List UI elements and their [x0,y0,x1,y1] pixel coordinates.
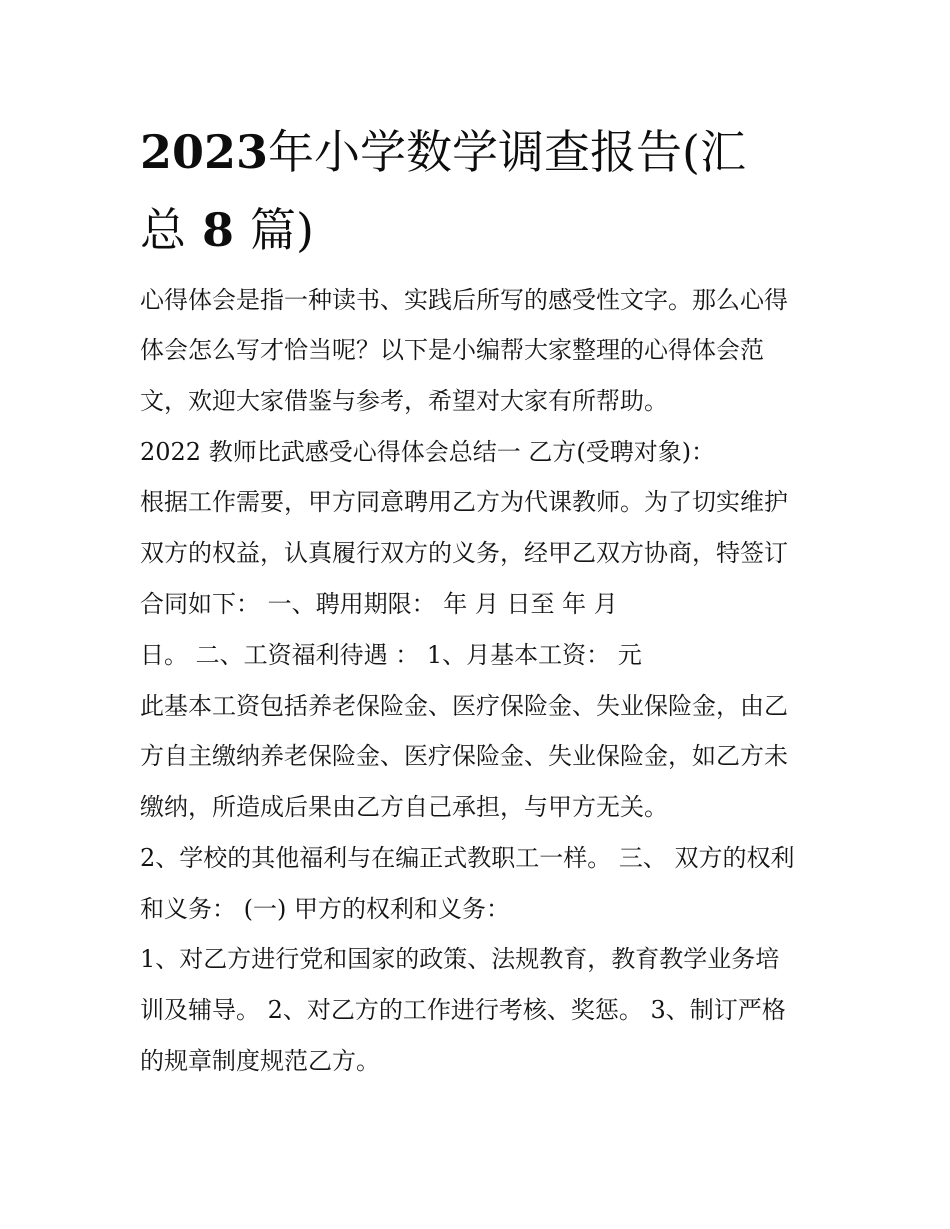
title-count: 8 [202,203,235,257]
paragraph-line: 1、对乙方进行党和国家的政策、法规教育，教育教学业务培 [140,945,780,973]
title-text-2b: 篇) [250,203,314,257]
title-line-1 [140,113,820,191]
paragraph-line: 2、学校的其他福利与在编正式教职工一样。 三、 双方的权利 [140,844,795,872]
paragraph-line: 2022 教师比武感受心得体会总结一 乙方(受聘对象)： [140,438,716,466]
paragraph-line: 训及辅导。 2、对乙方的工作进行考核、奖惩。 3、制订严格 [140,996,786,1024]
paragraph-line: 日。 二、工资福利待遇 ： 1、月基本工资： 元 [140,641,642,669]
paragraph-line: 心得体会是指一种读书、实践后所写的感受性文字。那么心得 [140,286,788,314]
paragraph-line: 文，欢迎大家借鉴与参考，希望对大家有所帮助。 [140,387,668,415]
title-line-2 [140,191,820,269]
title-year: 2023 [140,125,269,179]
document-title [140,113,820,269]
paragraph-line: 合同如下： 一、聘用期限： 年 月 日至 年 月 [140,590,618,618]
paragraph-line: 的规章制度规范乙方。 [140,1047,380,1075]
paragraph-line: 缴纳，所造成后果由乙方自己承担，与甲方无关。 [140,793,668,821]
paragraph-line: 双方的权益，认真履行双方的义务，经甲乙双方协商，特签订 [140,539,788,567]
paragraph-line: 体会怎么写才恰当呢？以下是小编帮大家整理的心得体会范 [140,336,764,364]
paragraph-line: 根据工作需要，甲方同意聘用乙方为代课教师。为了切实维护 [140,488,788,516]
title-text-1: 年小学数学调查报告(汇 [268,125,746,179]
paragraph-line: 此基本工资包括养老保险金、医疗保险金、失业保险金，由乙 [140,692,788,720]
paragraph-line: 和义务： (一) 甲方的权利和义务： [140,895,510,923]
paragraph-line: 方自主缴纳养老保险金、医疗保险金、失业保险金，如乙方未 [140,742,788,770]
title-text-2a: 总 [140,203,186,257]
